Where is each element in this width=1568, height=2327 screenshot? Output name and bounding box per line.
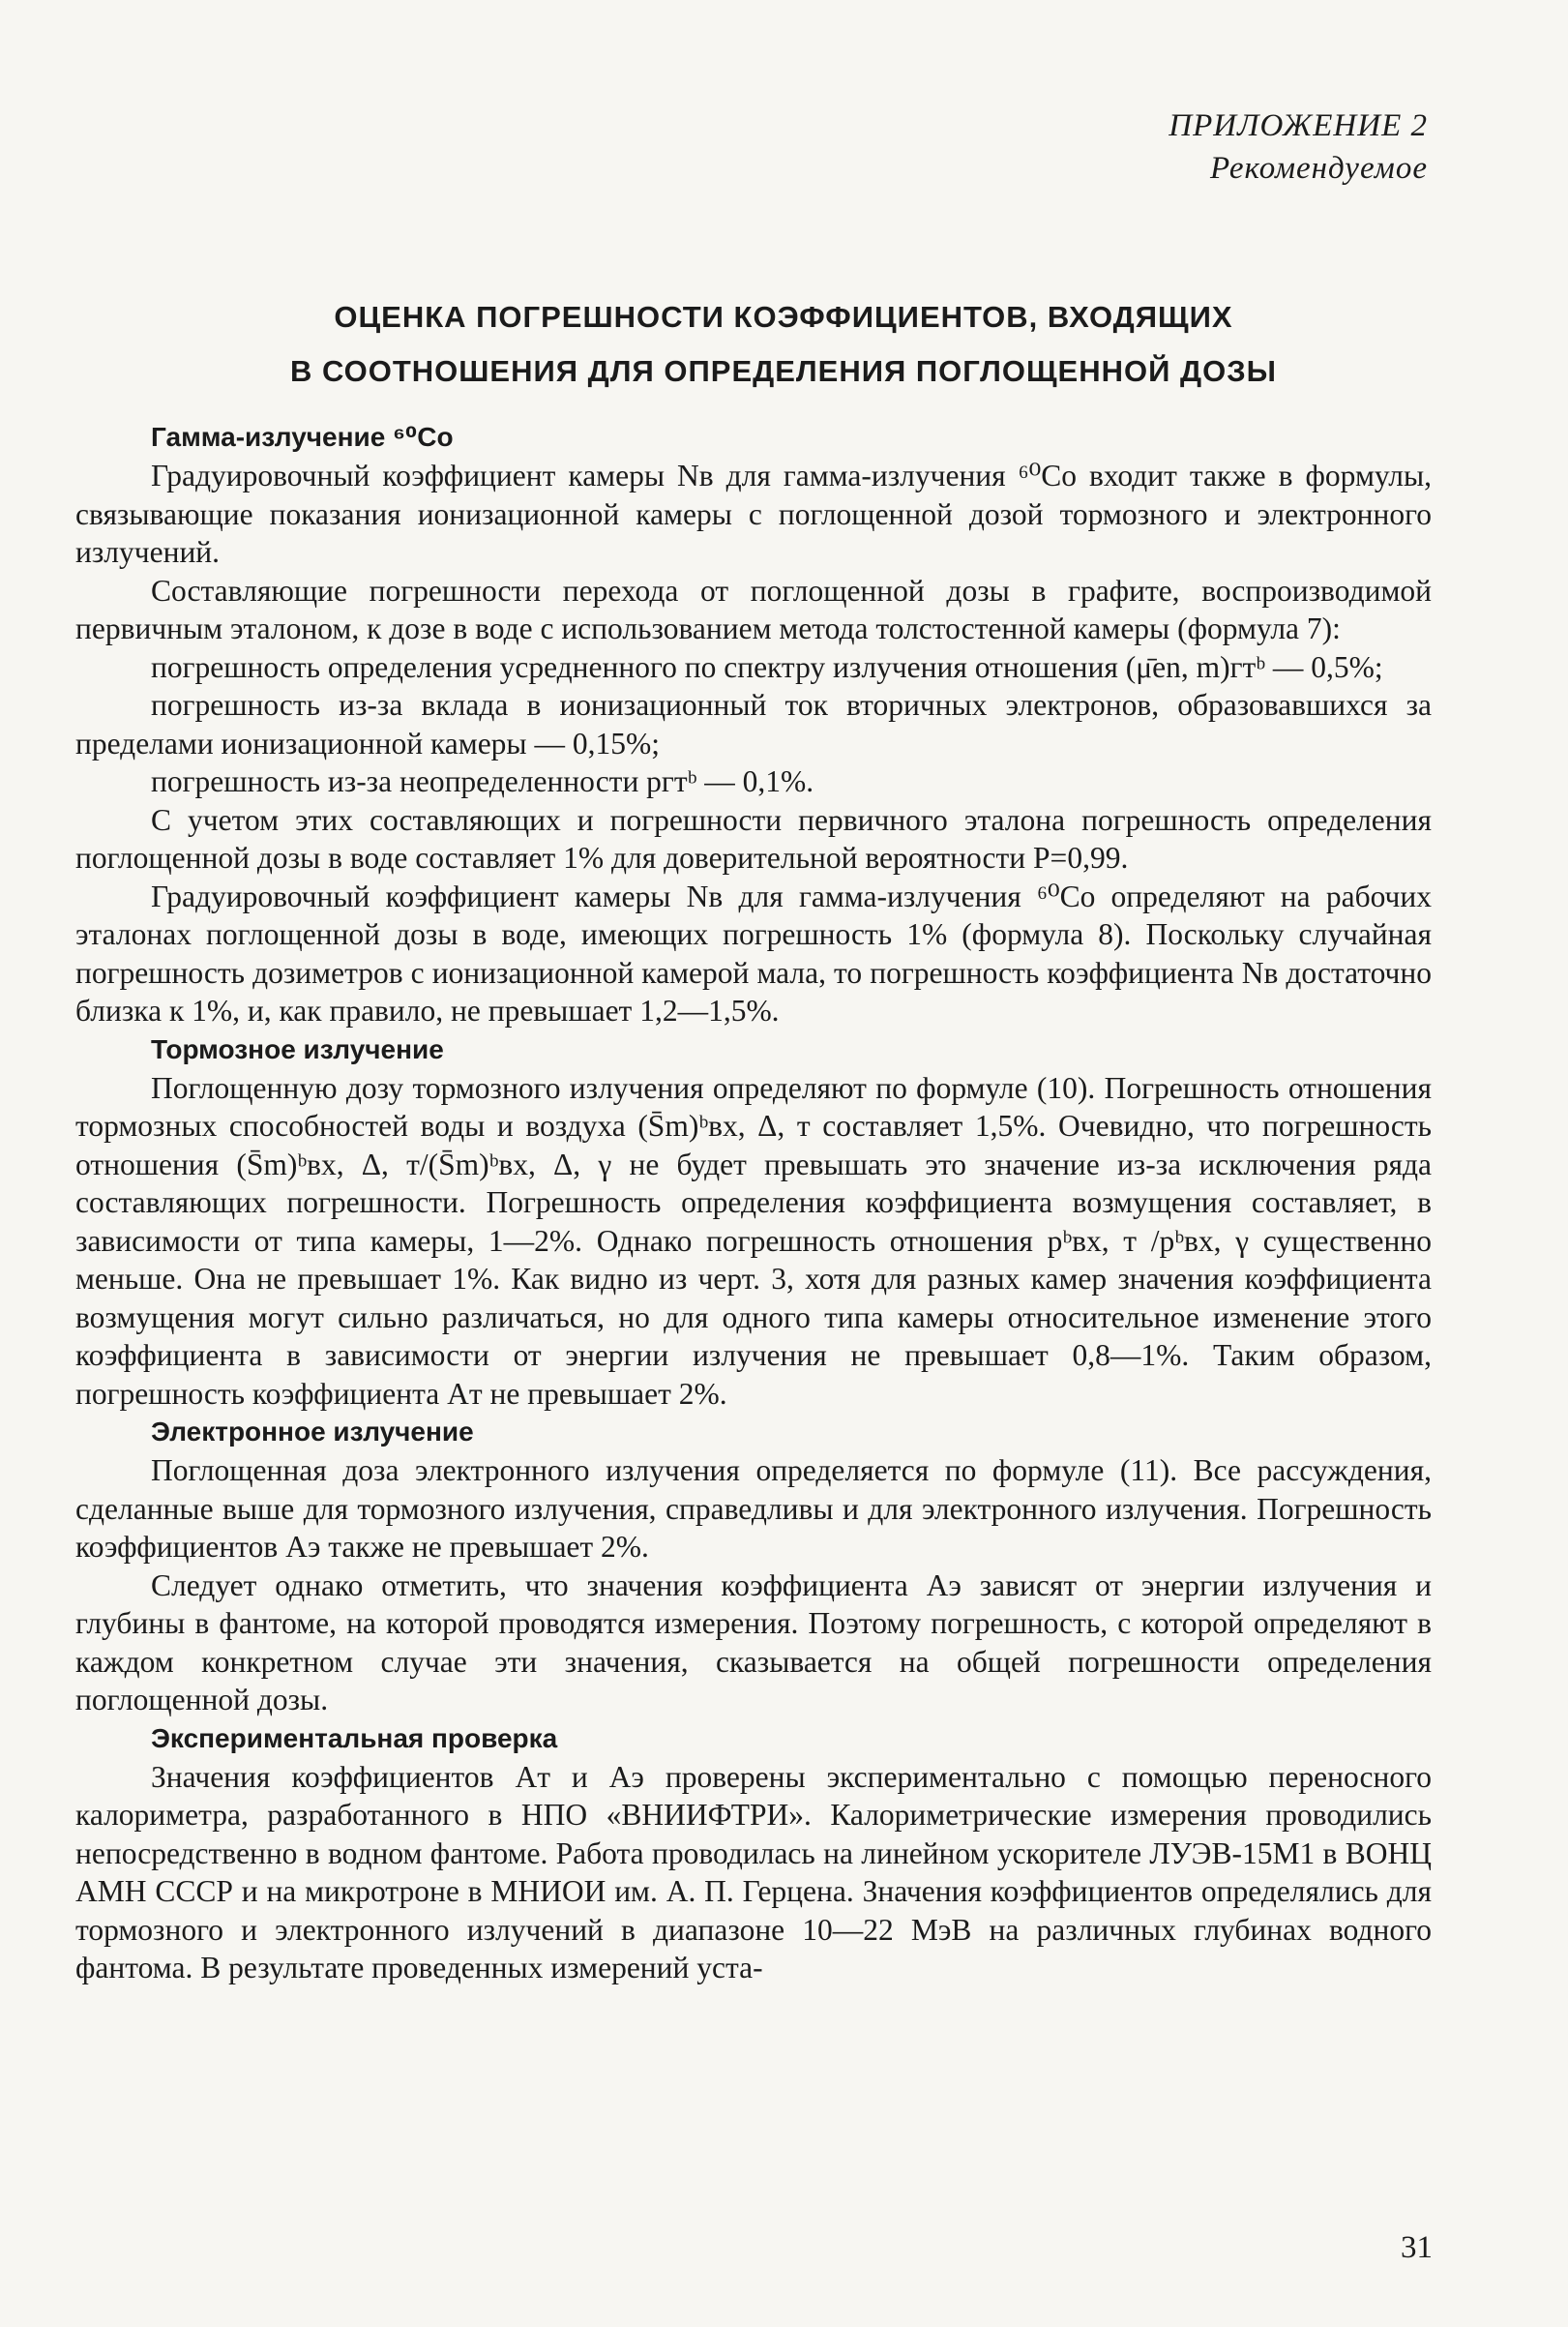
paragraph: Поглощенную дозу тормозного излучения определяют по формуле (10). Погрешность отношения тормозных способностей воды и воздуха (S̄m)ᵇвх, Δ, т составляет 1,5%. Очевидно, что погрешность отношения (S̄m)ᵇвх, Δ, т/(S̄m)ᵇвх, Δ, γ не будет превышать это значение из-за исключения ряда составляющих погрешности. Погрешность определения коэффициента возмущения составляет, в зависимости от типа камеры, 1—2%. Однако погрешность отношения pᵇвх, т /pᵇвх, γ существенно меньше. Она не превышает 1%. Как видно из черт. 3, хотя для разных камер значения коэффициента возмущения могут сильно различаться, но для одного типа камеры относительное изменение этого коэффициента в зависимости от энергии излучения не превышает 0,8—1%. Таким образом, погрешность коэффициента Aт не превышает 2%. <box>75 1070 1432 1411</box>
paragraph: С учетом этих составляющих и погрешности первичного эталона погрешность определения поглощенной дозы в воде составляет 1% для доверительной вероятности P=0,99. <box>75 802 1432 875</box>
paragraph: Градуировочный коэффициент камеры Nв для гамма-излучения ⁶⁰Со определяют на рабочих эталонах поглощенной дозы в воде, имеющих погрешность 1% (формула 8). Поскольку случайная погрешность дозиметров с ионизационной камерой мала, то погрешность коэффициента Nв достаточно близка к 1%, и, как правило, не превышает 1,2—1,5%. <box>75 879 1432 1028</box>
title-line-2: В СООТНОШЕНИЯ ДЛЯ ОПРЕДЕЛЕНИЯ ПОГЛОЩЕННОЙ ДОЗЫ <box>290 354 1277 388</box>
page-number: 31 <box>1401 2230 1433 2265</box>
paragraph: Поглощенная доза электронного излучения определяется по формуле (11). Все рассуждения, сделанные выше для тормозного излучения, справедливы и для электронного излучения. Погрешность коэффициентов Aэ также не превышает 2%. <box>75 1453 1432 1564</box>
paragraph: погрешность из-за вклада в ионизационный ток вторичных электронов, образовавшихся за пределами ионизационной камеры — 0,15%; <box>75 688 1432 761</box>
paragraph: Значения коэффициентов Aт и Aэ проверены экспериментально с помощью переносного калориметра, разработанного в НПО «ВНИИФТРИ». Калориметрические измерения проводились непосредственно в водном фантоме. Работа проводилась на линейном ускорителе ЛУЭВ-15М1 в ВОНЦ АМН СССР и на микротроне в МНИОИ им. А. П. Герцена. Значения коэффициентов определялись для тормозного и электронного излучений в диапазоне 10—22 МэВ на различных глубинах водного фантома. В результате проведенных измерений уста- <box>75 1759 1432 1984</box>
section-heading-electron: Электронное излучение <box>151 1417 474 1447</box>
paragraph: Составляющие погрешности перехода от поглощенной дозы в графите, воспроизводимой первичным эталоном, к дозе в воде с использованием метода толстостенной камеры (формула 7): <box>75 573 1432 645</box>
appendix-status: Рекомендуемое <box>1209 151 1428 186</box>
section-heading-gamma: Гамма-излучение ⁶⁰Со <box>151 422 454 452</box>
paragraph: погрешность из-за неопределенности pгтᵇ — 0,1%. <box>151 764 814 798</box>
title-line-1: ОЦЕНКА ПОГРЕШНОСТИ КОЭФФИЦИЕНТОВ, ВХОДЯЩИХ <box>334 300 1233 334</box>
section-heading-experiment: Экспериментальная проверка <box>151 1722 558 1753</box>
paragraph: Следует однако отметить, что значения коэффициента Aэ зависят от энергии излучения и глубины в фантоме, на которой проводятся измерения. Поэтому погрешность, с которой определяют в каждом конкретном случае эти значения, сказывается на общей погрешности определения поглощенной дозы. <box>75 1567 1432 1716</box>
paragraph: погрешность определения усредненного по спектру излучения отношения (μ̄en, m)гтᵇ — 0,5%; <box>151 649 1383 684</box>
section-heading-bremsstrahlung: Тормозное излучение <box>151 1033 444 1064</box>
document-body <box>75 418 1432 1987</box>
appendix-header <box>1169 104 1428 190</box>
appendix-label: ПРИЛОЖЕНИЕ 2 <box>1169 108 1428 143</box>
paragraph: Градуировочный коэффициент камеры Nв для гамма-излучения ⁶⁰Со входит также в формулы, связывающие показания ионизационной камеры с поглощенной дозой тормозного и электронного излучений. <box>75 459 1432 569</box>
document-title <box>155 290 1412 399</box>
